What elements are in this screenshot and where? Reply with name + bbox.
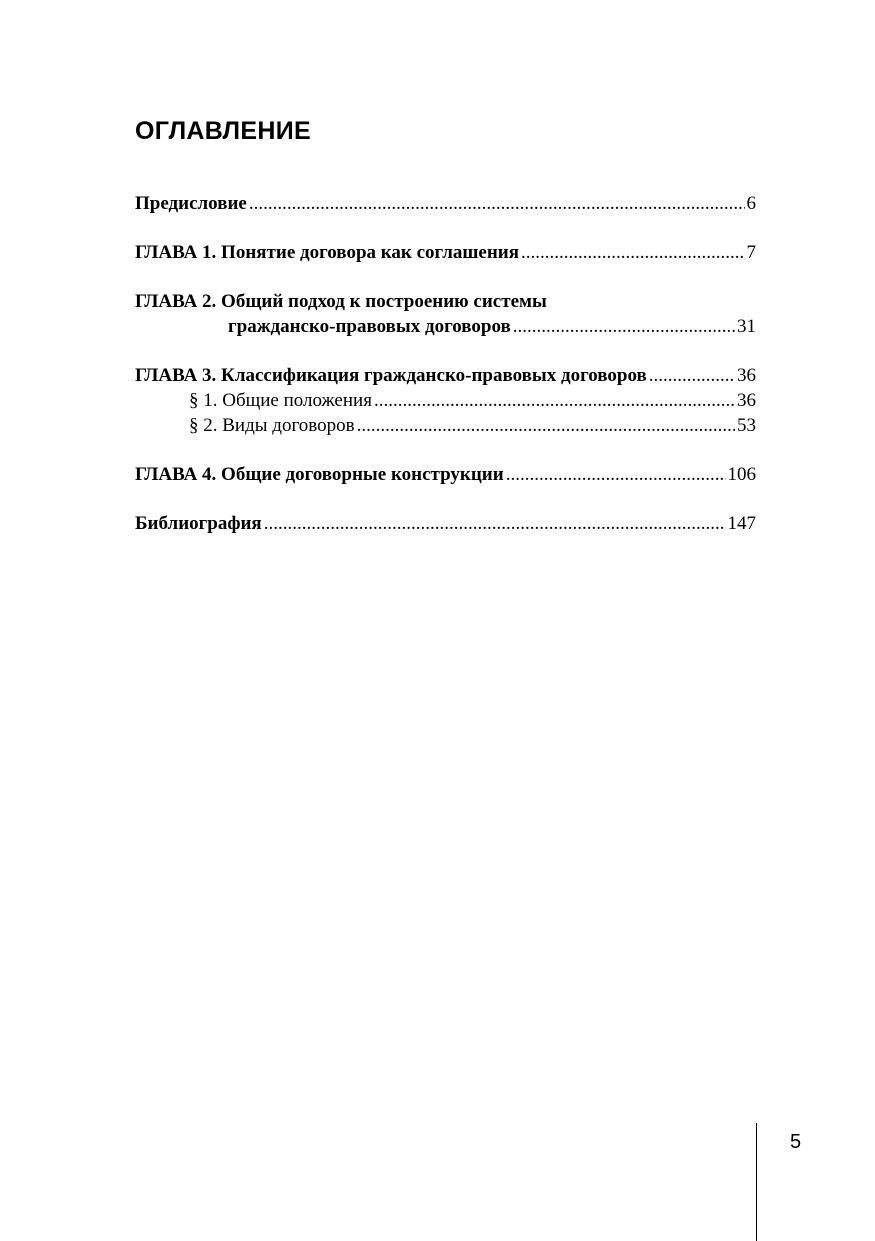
dot-leader [649,363,735,388]
toc-page-number: 36 [737,390,756,411]
table-of-contents [135,191,756,536]
toc-entry-preface[interactable] [135,191,756,216]
toc-page-number: 7 [746,242,756,263]
toc-page-number: 53 [737,415,756,436]
toc-page-number: 106 [727,464,756,485]
toc-section-label: § 1. Общие положения [189,390,372,411]
toc-page-number: 6 [746,193,756,214]
dot-leader [374,388,735,413]
toc-entry-chapter-2-title[interactable] [135,289,756,314]
toc-page-number: 147 [727,513,756,534]
toc-entry-section-1[interactable] [135,388,756,413]
dot-leader [513,314,735,339]
toc-entry-label: ГЛАВА 2. Общий подход к построению системы [135,291,547,312]
toc-entry-label: ГЛАВА 1. Понятие договора как соглашения [135,242,520,263]
dot-leader [521,240,744,265]
toc-entry-chapter-2[interactable] [135,314,756,339]
toc-entry-section-2[interactable] [135,413,756,438]
dot-leader [249,191,745,216]
toc-section-label: § 2. Виды договоров [189,415,355,436]
toc-entry-bibliography[interactable] [135,511,756,536]
toc-entry-chapter-1[interactable] [135,240,756,265]
toc-entry-chapter-3[interactable] [135,363,756,388]
toc-entry-label: Библиография [135,513,262,534]
page-title: ОГЛАВЛЕНИЕ [135,117,311,145]
toc-entry-chapter-4[interactable] [135,462,756,487]
toc-page-number: 31 [737,316,756,337]
page-number-rule [756,1123,757,1241]
dot-leader [264,511,726,536]
toc-entry-label: Предисловие [135,193,247,214]
dot-leader [506,462,726,487]
toc-entry-label-continued: гражданско-правовых договоров [228,316,511,337]
toc-page-number: 36 [737,365,756,386]
page-number: 5 [790,1131,802,1153]
toc-entry-label: ГЛАВА 3. Классификация гражданско-правовых договоров [135,365,647,386]
toc-entry-label: ГЛАВА 4. Общие договорные конструкции [135,464,504,485]
dot-leader [357,413,735,438]
